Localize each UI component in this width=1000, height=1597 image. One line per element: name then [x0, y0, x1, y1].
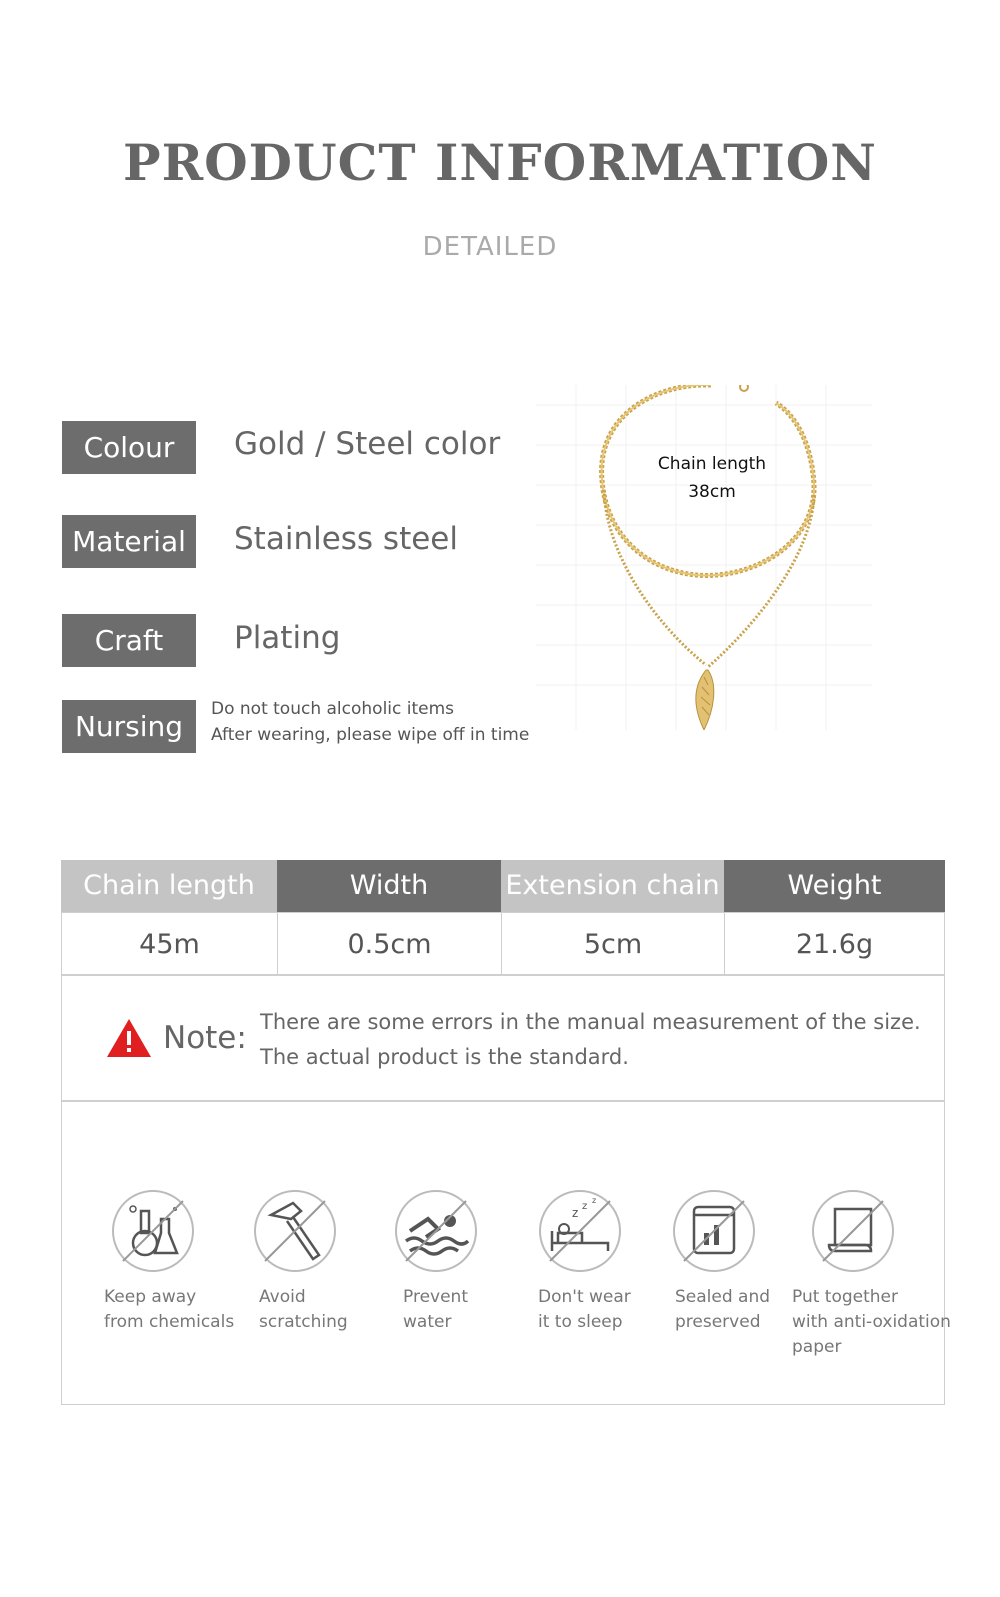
nursing-line-1: Do not touch alcoholic items: [211, 699, 455, 719]
necklace-image: [536, 385, 872, 730]
svg-text:z: z: [592, 1196, 597, 1205]
header-extension-chain: Extension chain: [501, 860, 724, 912]
care-line: Prevent: [403, 1287, 468, 1307]
craft-value: Plating: [234, 620, 341, 656]
care-line: Avoid: [259, 1287, 306, 1307]
warning-icon: [106, 1018, 152, 1058]
svg-text:z: z: [582, 1201, 588, 1212]
chemicals-icon: [111, 1189, 195, 1273]
note-label: Note:: [163, 1020, 247, 1056]
care-sealed-text: [675, 1285, 770, 1335]
swimming-icon: [394, 1189, 478, 1273]
nursing-line-2: After wearing, please wipe off in time: [211, 725, 530, 745]
hammer-icon: [253, 1189, 337, 1273]
chain-note-line-2: 38cm: [688, 482, 736, 502]
care-line: paper: [792, 1337, 842, 1357]
header-weight: Weight: [724, 860, 945, 912]
page-subtitle: DETAILED: [422, 232, 558, 262]
care-line: it to sleep: [538, 1312, 623, 1332]
care-line: preserved: [675, 1312, 761, 1332]
care-paper-text: [792, 1285, 951, 1360]
material-value: Stainless steel: [234, 521, 458, 557]
note-line-2: The actual product is the standard.: [260, 1045, 629, 1069]
care-line: scratching: [259, 1312, 348, 1332]
header-width: Width: [277, 860, 501, 912]
colour-label: Colour: [62, 421, 196, 474]
value-weight: 21.6g: [724, 912, 945, 975]
value-extension-chain: 5cm: [501, 912, 725, 975]
care-line: Don't wear: [538, 1287, 631, 1307]
chain-length-annotation: [612, 450, 812, 506]
value-width: 0.5cm: [277, 912, 502, 975]
care-line: Put together: [792, 1287, 899, 1307]
care-line: Keep away: [104, 1287, 197, 1307]
care-sleep-text: [538, 1285, 631, 1335]
paper-icon: [811, 1189, 895, 1273]
care-water-text: [403, 1285, 468, 1335]
care-scratching-text: [259, 1285, 348, 1335]
sleep-icon: [538, 1189, 622, 1273]
care-line: Sealed and: [675, 1287, 771, 1307]
care-line: from chemicals: [104, 1312, 235, 1332]
material-label: Material: [62, 515, 196, 568]
sealed-bag-icon: [672, 1189, 756, 1273]
page-title: PRODUCT INFORMATION: [122, 133, 878, 192]
svg-text:z: z: [572, 1206, 579, 1220]
chain-note-line-1: Chain length: [657, 454, 767, 474]
note-line-1: There are some errors in the manual measurement of the size.: [260, 1010, 921, 1034]
nursing-label: Nursing: [62, 700, 196, 753]
colour-value: Gold / Steel color: [234, 426, 501, 462]
header-chain-length: Chain length: [61, 860, 277, 912]
craft-label: Craft: [62, 614, 196, 667]
care-chemicals-text: [104, 1285, 234, 1335]
value-chain-length: 45m: [61, 912, 278, 975]
care-line: with anti-oxidation: [792, 1312, 951, 1332]
care-line: water: [403, 1312, 452, 1332]
